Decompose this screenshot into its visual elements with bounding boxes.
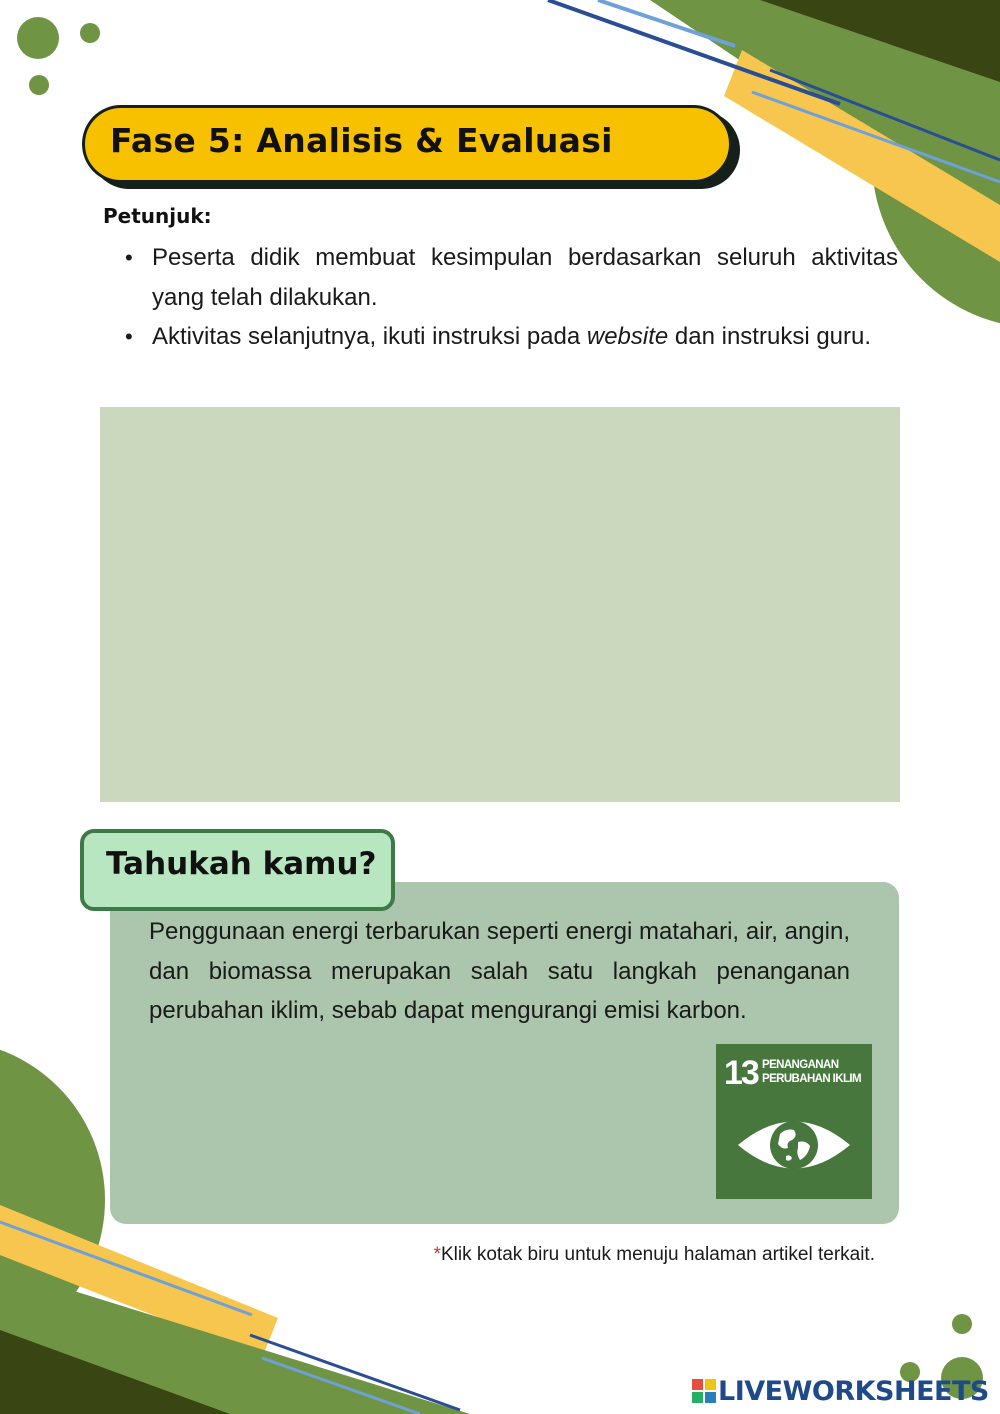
deco-dot — [80, 23, 100, 43]
page-title: Fase 5: Analisis & Evaluasi — [110, 121, 613, 160]
instruction-item — [125, 317, 898, 357]
sdg-label — [762, 1058, 870, 1086]
sdg-label-line1: PENANGANAN — [762, 1059, 839, 1071]
footnote-text: Klik kotak biru untuk menuju halaman artikel terkait. — [440, 1244, 875, 1265]
footnote — [434, 1244, 875, 1266]
eye-globe-icon — [736, 1112, 852, 1178]
instruction-text-start: Aktivitas selanjutnya, ikuti instruksi pada — [152, 323, 587, 350]
bullet-icon: • — [125, 245, 133, 270]
deco-dot — [17, 17, 59, 59]
sdg-label-line2: PERUBAHAN IKLIM — [762, 1073, 861, 1085]
sdg-13-link[interactable] — [716, 1044, 872, 1199]
instruction-text-end: dan instruksi guru. — [668, 323, 872, 350]
footnote-asterisk: * — [433, 1244, 441, 1265]
watermark-text: LIVEWORKSHEETS — [718, 1375, 989, 1407]
deco-dot — [29, 75, 49, 95]
liveworksheets-logo-icon — [692, 1379, 716, 1403]
instructions-list — [125, 238, 898, 357]
info-body: Penggunaan energi terbarukan seperti energi matahari, air, angin, dan biomassa merupakan salah satu langkah penanganan perubahan iklim, sebab dapat mengurangi emisi karbon. — [149, 918, 850, 1024]
instruction-text-italic: website — [586, 323, 669, 350]
deco-dot — [952, 1314, 972, 1334]
info-heading: Tahukah kamu? — [106, 846, 377, 882]
instructions-label: Petunjuk: — [103, 204, 212, 228]
answer-text-box[interactable] — [100, 407, 900, 802]
instruction-item — [125, 238, 898, 317]
bullet-icon: • — [125, 324, 133, 349]
instruction-text: Peserta didik membuat kesimpulan berdasarkan seluruh aktivitas yang telah dilakukan. — [152, 244, 898, 311]
sdg-number: 13 — [724, 1054, 758, 1092]
liveworksheets-watermark — [692, 1374, 989, 1408]
